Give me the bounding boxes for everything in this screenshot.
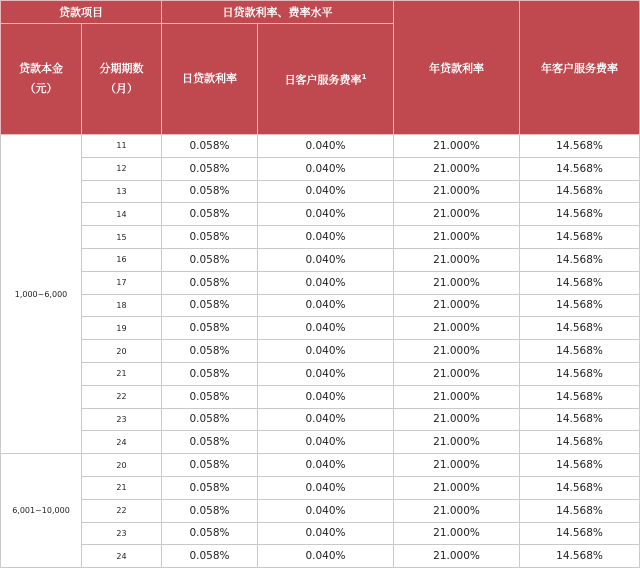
daily-fee-cell: 0.040% — [258, 248, 394, 271]
table-row — [1, 408, 640, 431]
daily-rate-cell: 0.058% — [162, 271, 258, 294]
annual-fee-cell: 14.568% — [520, 135, 640, 158]
header-term-line1: 分期期数 — [99, 62, 144, 75]
annual-fee-cell: 14.568% — [520, 545, 640, 568]
annual-rate-cell: 21.000% — [394, 135, 520, 158]
header-daily-rate: 日贷款利率 — [162, 24, 258, 135]
annual-rate-cell: 21.000% — [394, 385, 520, 408]
daily-rate-cell: 0.058% — [162, 408, 258, 431]
daily-rate-cell: 0.058% — [162, 180, 258, 203]
annual-fee-cell: 14.568% — [520, 340, 640, 363]
header-term — [82, 24, 162, 135]
annual-fee-cell: 14.568% — [520, 180, 640, 203]
annual-fee-cell: 14.568% — [520, 203, 640, 226]
term-cell: 24 — [82, 545, 162, 568]
daily-fee-cell: 0.040% — [258, 317, 394, 340]
header-principal-line2: （元） — [24, 82, 58, 95]
daily-fee-cell: 0.040% — [258, 203, 394, 226]
daily-fee-cell: 0.040% — [258, 408, 394, 431]
annual-rate-cell: 21.000% — [394, 408, 520, 431]
annual-rate-cell: 21.000% — [394, 226, 520, 249]
daily-rate-cell: 0.058% — [162, 522, 258, 545]
term-cell: 12 — [82, 157, 162, 180]
daily-fee-cell: 0.040% — [258, 454, 394, 477]
table-row — [1, 340, 640, 363]
daily-rate-cell: 0.058% — [162, 135, 258, 158]
daily-fee-cell: 0.040% — [258, 362, 394, 385]
table-row — [1, 294, 640, 317]
daily-rate-cell: 0.058% — [162, 340, 258, 363]
table-row — [1, 203, 640, 226]
term-cell: 15 — [82, 226, 162, 249]
annual-rate-cell: 21.000% — [394, 522, 520, 545]
term-cell: 23 — [82, 522, 162, 545]
annual-fee-cell: 14.568% — [520, 362, 640, 385]
annual-fee-cell: 14.568% — [520, 271, 640, 294]
term-cell: 20 — [82, 454, 162, 477]
term-cell: 20 — [82, 340, 162, 363]
table-row — [1, 362, 640, 385]
table-row — [1, 135, 640, 158]
table-row — [1, 226, 640, 249]
daily-rate-cell: 0.058% — [162, 157, 258, 180]
annual-rate-cell: 21.000% — [394, 454, 520, 477]
daily-fee-cell: 0.040% — [258, 271, 394, 294]
header-annual-fee: 年客户服务费率 — [520, 1, 640, 135]
term-cell: 11 — [82, 135, 162, 158]
header-loan-item: 贷款项目 — [1, 1, 162, 24]
table-row — [1, 522, 640, 545]
daily-rate-cell: 0.058% — [162, 317, 258, 340]
daily-fee-cell: 0.040% — [258, 476, 394, 499]
table-row — [1, 385, 640, 408]
daily-fee-cell: 0.040% — [258, 135, 394, 158]
table-header — [1, 1, 640, 135]
annual-fee-cell: 14.568% — [520, 476, 640, 499]
principal-range-cell: 1,000~6,000 — [1, 135, 82, 454]
daily-rate-cell: 0.058% — [162, 431, 258, 454]
principal-range-cell: 6,001~10,000 — [1, 454, 82, 568]
daily-fee-cell: 0.040% — [258, 385, 394, 408]
term-cell: 24 — [82, 431, 162, 454]
annual-rate-cell: 21.000% — [394, 294, 520, 317]
annual-fee-cell: 14.568% — [520, 385, 640, 408]
annual-rate-cell: 21.000% — [394, 545, 520, 568]
table-body — [1, 135, 640, 568]
table-row — [1, 545, 640, 568]
daily-fee-cell: 0.040% — [258, 294, 394, 317]
daily-fee-cell: 0.040% — [258, 499, 394, 522]
annual-rate-cell: 21.000% — [394, 431, 520, 454]
daily-rate-cell: 0.058% — [162, 385, 258, 408]
daily-rate-cell: 0.058% — [162, 248, 258, 271]
annual-rate-cell: 21.000% — [394, 248, 520, 271]
annual-rate-cell: 21.000% — [394, 499, 520, 522]
daily-rate-cell: 0.058% — [162, 226, 258, 249]
daily-fee-cell: 0.040% — [258, 522, 394, 545]
annual-fee-cell: 14.568% — [520, 431, 640, 454]
annual-fee-cell: 14.568% — [520, 317, 640, 340]
header-daily-fee-label: 日客户服务费率 — [284, 73, 362, 87]
annual-fee-cell: 14.568% — [520, 522, 640, 545]
annual-fee-cell: 14.568% — [520, 294, 640, 317]
annual-rate-cell: 21.000% — [394, 271, 520, 294]
daily-rate-cell: 0.058% — [162, 362, 258, 385]
header-principal — [1, 24, 82, 135]
term-cell: 14 — [82, 203, 162, 226]
term-cell: 18 — [82, 294, 162, 317]
table-row — [1, 248, 640, 271]
term-cell: 16 — [82, 248, 162, 271]
table-row — [1, 431, 640, 454]
table-row — [1, 180, 640, 203]
daily-fee-cell: 0.040% — [258, 226, 394, 249]
table-row — [1, 454, 640, 477]
term-cell: 23 — [82, 408, 162, 431]
term-cell: 19 — [82, 317, 162, 340]
header-daily-rates-group: 日贷款利率、费率水平 — [162, 1, 394, 24]
daily-fee-cell: 0.040% — [258, 431, 394, 454]
annual-rate-cell: 21.000% — [394, 157, 520, 180]
table-row — [1, 157, 640, 180]
term-cell: 22 — [82, 499, 162, 522]
table-row — [1, 476, 640, 499]
term-cell: 17 — [82, 271, 162, 294]
daily-fee-cell: 0.040% — [258, 180, 394, 203]
annual-fee-cell: 14.568% — [520, 408, 640, 431]
daily-rate-cell: 0.058% — [162, 499, 258, 522]
annual-fee-cell: 14.568% — [520, 454, 640, 477]
header-annual-rate: 年贷款利率 — [394, 1, 520, 135]
daily-rate-cell: 0.058% — [162, 294, 258, 317]
table-row — [1, 271, 640, 294]
daily-fee-cell: 0.040% — [258, 340, 394, 363]
annual-rate-cell: 21.000% — [394, 476, 520, 499]
annual-fee-cell: 14.568% — [520, 499, 640, 522]
table-row — [1, 499, 640, 522]
term-cell: 22 — [82, 385, 162, 408]
daily-rate-cell: 0.058% — [162, 476, 258, 499]
daily-fee-cell: 0.040% — [258, 545, 394, 568]
annual-rate-cell: 21.000% — [394, 317, 520, 340]
term-cell: 21 — [82, 362, 162, 385]
annual-rate-cell: 21.000% — [394, 340, 520, 363]
term-cell: 13 — [82, 180, 162, 203]
header-principal-line1: 贷款本金 — [19, 62, 63, 75]
annual-fee-cell: 14.568% — [520, 226, 640, 249]
footnote-marker: 1 — [361, 73, 367, 82]
daily-fee-cell: 0.040% — [258, 157, 394, 180]
annual-rate-cell: 21.000% — [394, 180, 520, 203]
daily-rate-cell: 0.058% — [162, 203, 258, 226]
annual-fee-cell: 14.568% — [520, 248, 640, 271]
annual-rate-cell: 21.000% — [394, 203, 520, 226]
annual-rate-cell: 21.000% — [394, 362, 520, 385]
header-daily-fee — [258, 24, 394, 135]
annual-fee-cell: 14.568% — [520, 157, 640, 180]
term-cell: 21 — [82, 476, 162, 499]
daily-rate-cell: 0.058% — [162, 545, 258, 568]
header-term-line2: （月） — [105, 82, 138, 95]
daily-rate-cell: 0.058% — [162, 454, 258, 477]
table-row — [1, 317, 640, 340]
